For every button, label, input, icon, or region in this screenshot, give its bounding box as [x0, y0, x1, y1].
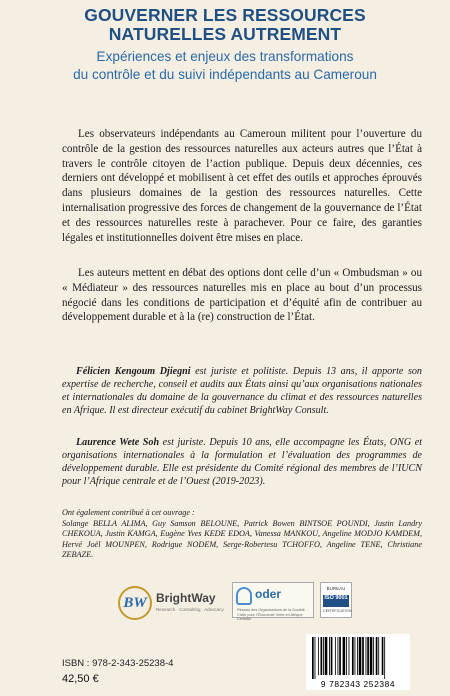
author-name-2: Laurence Wete Soh	[76, 437, 160, 448]
brightway-emblem: BW	[118, 586, 152, 620]
barcode-bar	[315, 637, 316, 679]
author-bio-text-2: est juriste. Depuis 10 ans, elle accompagne les États, ONG et organisations internationales à la formulation et l’évaluation des programmes de développement durable. Elle est présidente du Comité régional des membres de l’IUCN pour l’Afrique centrale et de l’Ouest (2019-2023).	[62, 437, 422, 487]
barcode-bar	[357, 637, 358, 675]
author-bio-text-1: est juriste et politiste. Depuis 13 ans, il apporte son expertise de recherche, conseil et audits aux États ainsi qu’aux organisations nationales et internationales du domaine de la gouvernance du climat et des ressources naturelles en Afrique. Il est directeur exécutif du cabinet BrightWay Consult.	[62, 366, 422, 416]
barcode-bar	[378, 637, 379, 675]
barcode-bar	[346, 637, 347, 675]
contributors-intro: Ont également contribué à cet ouvrage :	[62, 508, 195, 517]
barcode-bar	[362, 637, 364, 675]
barcode-bar	[367, 637, 369, 675]
summary-paragraph-2: Les auteurs mettent en débat des options dont celle d’un « Ombudsman » ou « Médiateur » des ressources naturelles mis en place au bout d’un processus négocié dans les conditions de participation et d’équité afin de contribuer au développement durable et à la (re) construction de l’État.	[62, 267, 422, 324]
roder-tagline: Réseau des Organisations de la Société Civile pour l’Économie Verte en Afrique Centrale	[237, 608, 305, 621]
barcode-bar	[349, 637, 350, 675]
book-subtitle-line2: du contrôle et du suivi indépendants au Cameroun	[73, 67, 377, 82]
roder-mark-icon	[236, 587, 252, 605]
barcode-bar	[343, 637, 346, 675]
iso-certification-logo	[320, 582, 352, 618]
barcode-bar	[355, 637, 356, 675]
book-subtitle-line1: Expériences et enjeux des transformations	[96, 49, 354, 64]
barcode-bar	[370, 637, 373, 675]
roder-logo	[232, 582, 314, 621]
barcode-bar	[382, 637, 384, 675]
author-name-1: Félicien Kengoum Djiegni	[76, 366, 191, 377]
barcode-bar	[373, 637, 374, 675]
barcode-bar	[352, 637, 354, 675]
iso-cert-label: BUREAU	[326, 586, 346, 591]
barcode-bar	[339, 637, 341, 675]
barcode-bar	[321, 637, 323, 675]
iso-mark: ISO 9001	[323, 595, 349, 607]
author-bio-2	[62, 436, 422, 488]
summary-paragraph-1: Les observateurs indépendants au Cameroun militent pour l’ouverture du contrôle de la gestion des ressources naturelles aux acteurs autres que l’État à travers le contrôle citoyen de l’action publique. Depuis deux décennies, ces derniers ont développé et mobilisent à cet effet des outils et approches éprouvés dans plusieurs domaines de la gestion des ressources naturelles. Cette internalisation progressive des forces de changement de la gouvernance de l’État et des ressources naturelles reste à parachever. Pour ce faire, des garanties légales et institutionnelles doivent être mises en place.	[62, 128, 422, 244]
barcode-bar	[329, 637, 330, 675]
barcode-bar	[323, 637, 324, 675]
barcode-bar	[331, 637, 333, 675]
brightway-logo	[118, 586, 238, 622]
barcode-bar	[359, 637, 362, 675]
price: 42,50 €	[62, 673, 99, 685]
barcode-digits: 9 782343 252384	[320, 679, 396, 689]
book-title-line2: NATURELLES AUTREMENT	[108, 24, 342, 44]
barcode-bar	[325, 637, 328, 675]
barcode	[306, 634, 410, 690]
isbn: ISBN : 978-2-343-25238-4	[62, 658, 174, 669]
brightway-name: BrightWay	[156, 591, 216, 605]
iso-standard-label: CERTIFICATION	[323, 609, 352, 613]
book-title	[0, 6, 450, 44]
author-bio-1	[62, 365, 422, 417]
barcode-bar	[384, 637, 385, 679]
book-subtitle	[0, 48, 450, 84]
barcode-bar	[318, 637, 319, 675]
brightway-tagline: Research · Consulting · Advocacy	[156, 607, 224, 612]
barcode-bar	[376, 637, 378, 675]
barcode-bar	[335, 637, 336, 675]
roder-name: oder	[255, 587, 282, 601]
barcode-bar	[312, 637, 314, 679]
barcode-bars	[310, 637, 406, 679]
book-title-line1: GOUVERNER LES RESSOURCES	[84, 5, 366, 25]
barcode-bar	[366, 637, 367, 675]
barcode-bar	[338, 637, 339, 675]
contributors-list: Solange BELLA ALIMA, Guy Samson BELOUNE, Patrick Bowen BINTSOE POUNDI, Justin Landry CHEKOUA, Justin KAMGA, Eugène Yves KEDE EDOA, Vanessa MANKOU, Angeline MODJO KAMDEM, Hervé Joël MOUNPEN, Rodrigue NODEM, Serge-Robertesu TCHOFFO, Angeline TENE, Christiane ZEBAZE.	[62, 519, 422, 560]
